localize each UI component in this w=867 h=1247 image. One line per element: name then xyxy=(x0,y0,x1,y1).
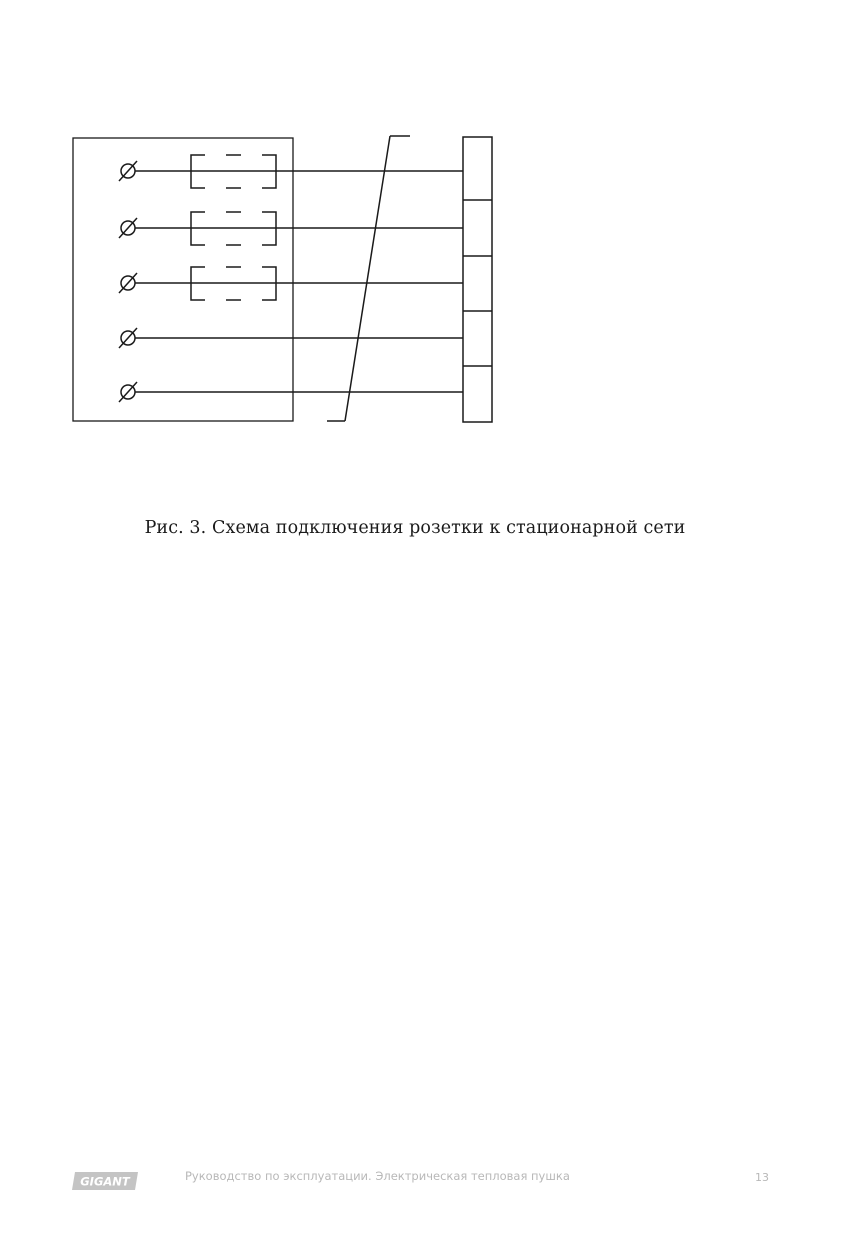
logo-text: GIGANT xyxy=(80,1174,130,1189)
cable-slant-line xyxy=(345,136,390,421)
connector-strip xyxy=(463,137,492,422)
device-enclosure xyxy=(73,138,293,421)
wiring-diagram xyxy=(0,0,867,500)
figure-caption: Рис. 3. Схема подключения розетки к стационарной сети xyxy=(144,518,686,538)
gigant-logo xyxy=(72,1172,138,1190)
page-number: 13 xyxy=(755,1171,769,1184)
footer-title: Руководство по эксплуатации. Электрическая тепловая пушка xyxy=(185,1169,570,1183)
